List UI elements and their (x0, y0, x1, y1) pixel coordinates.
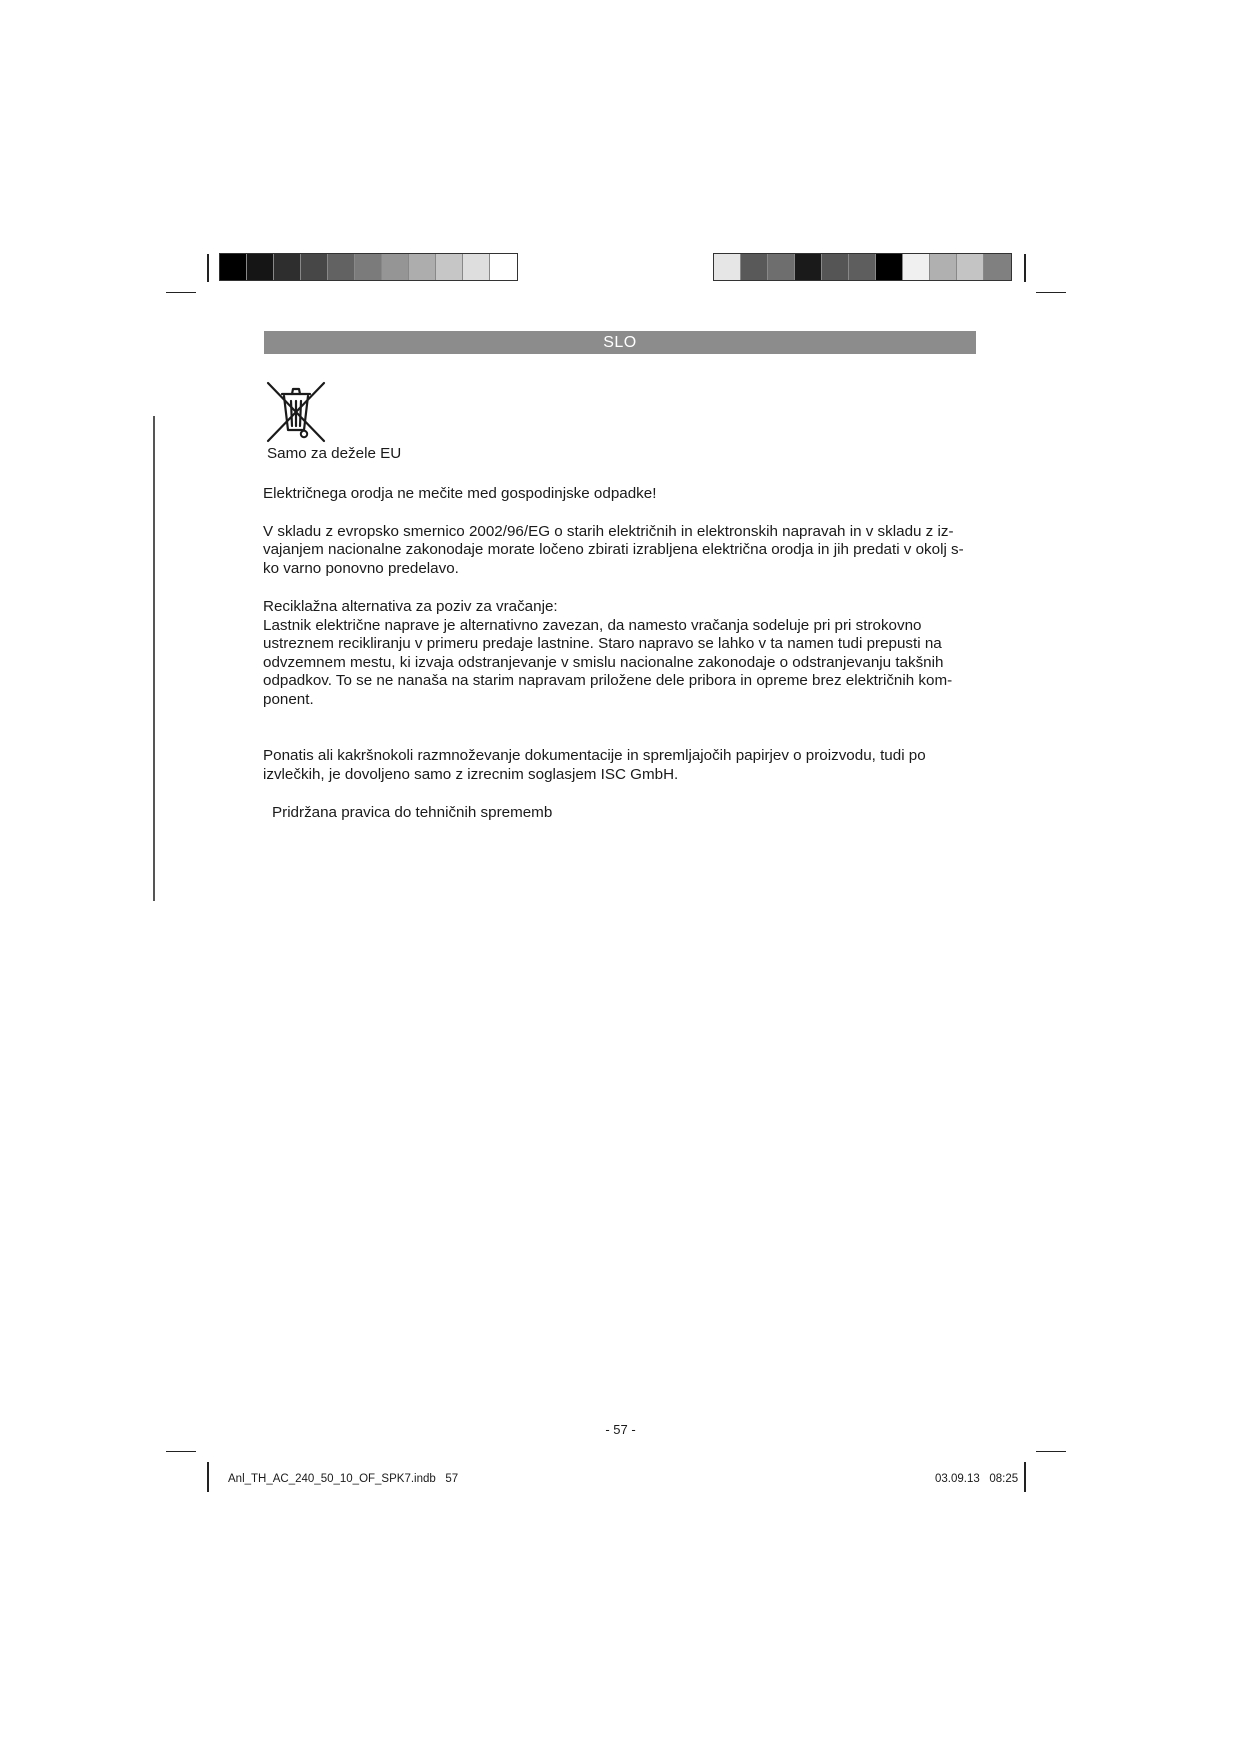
crop-mark-bottom-right-horizontal (1036, 1451, 1066, 1452)
left-color-swatch (382, 254, 409, 280)
language-header: SLO (264, 331, 976, 354)
left-color-swatch (328, 254, 355, 280)
left-color-swatch (274, 254, 301, 280)
right-color-swatch (741, 254, 768, 280)
right-color-swatch (795, 254, 822, 280)
recycling-line-3: odvzemnem mestu, ki izvaja odstranjevanje v smislu nacionalne zakonodaje o odstranjevanju takšnih (263, 654, 944, 671)
recycling-line-5: ponent. (263, 691, 314, 708)
directive-line-1: V skladu z evropsko smernico 2002/96/EG o starih električnih in elektronskih napravah in v skladu z iz- (263, 523, 954, 540)
right-color-swatch (957, 254, 984, 280)
crop-mark-bottom-left-vertical (207, 1462, 209, 1492)
left-color-swatch (220, 254, 247, 280)
recycling-line-1: Lastnik električne naprave je alternativno zavezan, da namesto vračanja sodeluje pri pri strokovno (263, 617, 922, 634)
left-color-swatch (490, 254, 517, 280)
right-color-swatch (822, 254, 849, 280)
left-color-swatch (409, 254, 436, 280)
crop-mark-top-right-horizontal (1036, 292, 1066, 293)
directive-line-2: vajanjem nacionalne zakonodaje morate ločeno zbirati izrabljena električna orodja in jih predati v okolj s- (263, 541, 964, 558)
directive-line-3: ko varno ponovno predelavo. (263, 560, 459, 577)
crop-mark-top-left-horizontal (166, 292, 196, 293)
technical-changes-notice: Pridržana pravica do tehničnih sprememb (272, 804, 553, 821)
margin-rule (153, 416, 155, 901)
color-calibration-bar-right (713, 253, 1012, 281)
right-color-swatch (714, 254, 741, 280)
copyright-line-1: Ponatis ali kakršnokoli razmnoževanje dokumentacije in spremljajočih papirjev o proizvodu, tudi po (263, 747, 926, 764)
recycling-line-2: ustreznem recikliranju v primeru predaje lastnine. Staro napravo se lahko v ta namen tudi prepusti na (263, 635, 942, 652)
right-color-swatch (876, 254, 903, 280)
crop-mark-top-right-vertical (1024, 254, 1026, 282)
page-number: - 57 - (605, 1422, 636, 1437)
left-color-swatch (247, 254, 274, 280)
left-color-swatch (355, 254, 382, 280)
left-color-swatch (463, 254, 490, 280)
recycling-heading: Reciklažna alternativa za poziv za vračanje: (263, 598, 558, 615)
crossed-out-wheelie-bin-icon (264, 378, 328, 444)
right-color-swatch (984, 254, 1011, 280)
disposal-warning: Električnega orodja ne mečite med gospodinjske odpadke! (263, 485, 657, 502)
crop-mark-bottom-left-horizontal (166, 1451, 196, 1452)
crop-mark-bottom-right-vertical (1024, 1462, 1026, 1492)
right-color-swatch (768, 254, 795, 280)
left-color-swatch (436, 254, 463, 280)
recycling-line-4: odpadkov. To se ne nanaša na starim napravam priložene dele pribora in opreme brez električnih kom- (263, 672, 953, 689)
copyright-line-2: izvlečkih, je dovoljeno samo z izrecnim soglasjem ISC GmbH. (263, 766, 679, 783)
file-info: Anl_TH_AC_240_50_10_OF_SPK7.indb 57 (228, 1473, 459, 1485)
print-timestamp: 03.09.13 08:25 (935, 1473, 1019, 1485)
crop-mark-top-left-vertical (207, 254, 209, 282)
right-color-swatch (930, 254, 957, 280)
right-color-swatch (903, 254, 930, 280)
eu-only-caption: Samo za dežele EU (267, 445, 402, 462)
color-calibration-bar-left (219, 253, 518, 281)
right-color-swatch (849, 254, 876, 280)
left-color-swatch (301, 254, 328, 280)
